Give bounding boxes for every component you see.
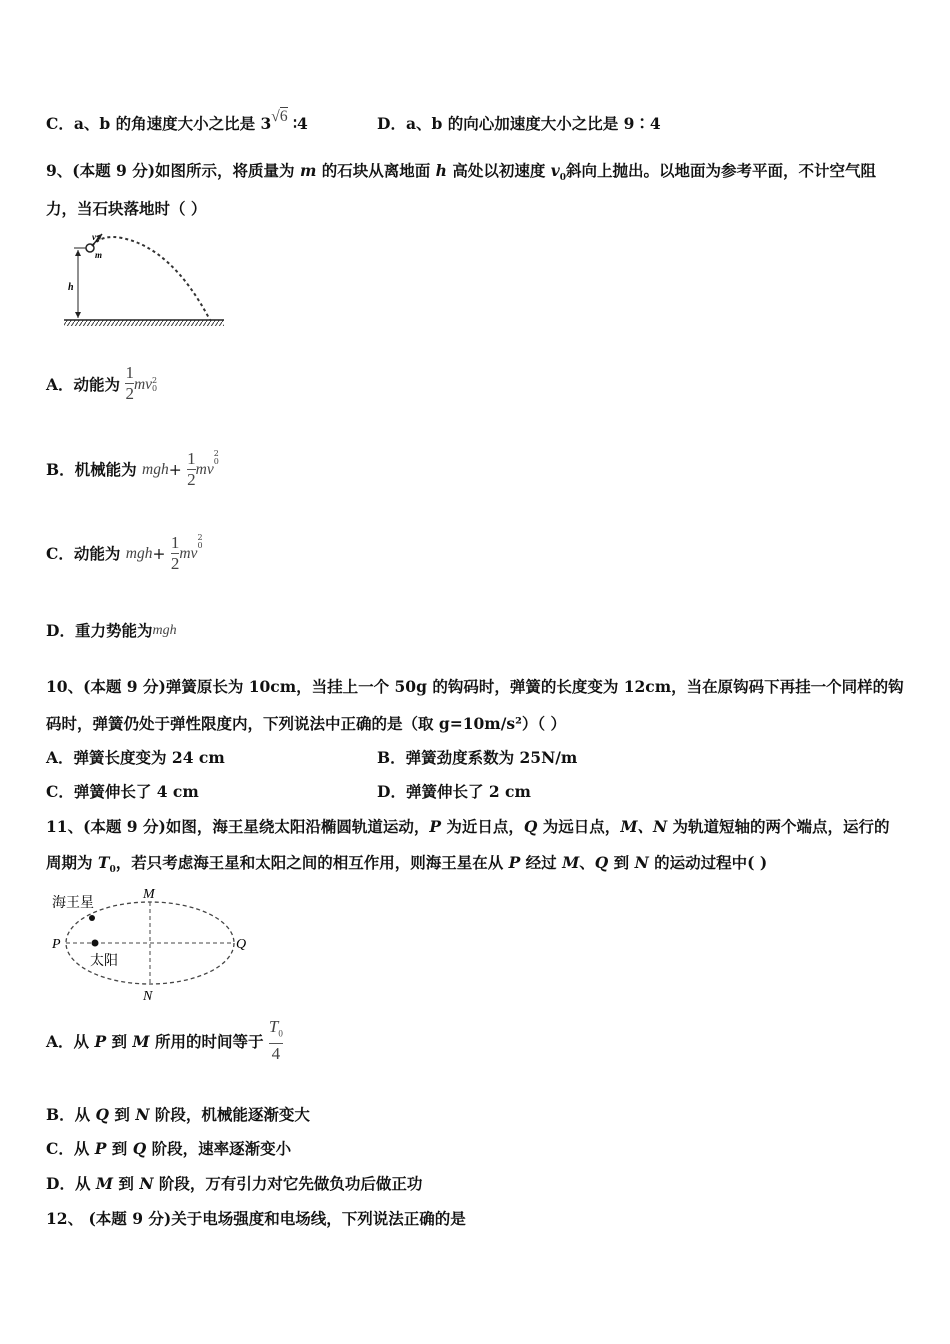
q11-stem-line2: 周期为 $T_0$，若只考虑海王星和太阳之间的相互作用，则海王星在从 P 经过 M、Q 到 N 的运动过程中( ) <box>46 853 768 876</box>
sun-dot <box>92 940 99 947</box>
sqrt-symbol: √ <box>271 108 280 125</box>
q10-option-c: C．弹簧伸长了 4 cm <box>46 782 199 801</box>
q10-option-a: A．弹簧长度变为 24 cm <box>46 748 225 767</box>
q11-option-d: D．从 M 到 N 阶段，万有引力对它先做负功后做正功 <box>46 1174 423 1193</box>
trajectory <box>92 237 210 320</box>
projectile-figure <box>62 232 230 332</box>
h-label: h <box>68 282 74 293</box>
m-point-label: M <box>143 887 155 902</box>
t0-over-4-fraction: $\frac{T_0}{4}$ <box>268 1017 283 1064</box>
q9-option-b: B．机械能为 mgh+ $\frac{1}{2}$ mv 2 0 <box>46 449 219 489</box>
q-point-label: Q <box>236 937 247 952</box>
q9-stem-line2: 力，当石块落地时（ ） <box>46 199 207 218</box>
orbit-figure <box>48 882 258 1004</box>
q10-option-b: B．弹簧劲度系数为 25N/m <box>377 748 578 767</box>
sun-label: 太阳 <box>90 954 118 969</box>
ground-hatch <box>64 320 224 326</box>
planet-dot <box>89 915 95 921</box>
n-point-label: N <box>143 989 153 1004</box>
v0-label: v₀ <box>92 232 100 242</box>
stone <box>86 244 94 252</box>
half-fraction: $\frac{1}{2}$ <box>125 363 134 403</box>
planet-label: 海王星 <box>52 896 94 911</box>
m-label: m <box>95 250 103 260</box>
q10-option-d: D．弹簧伸长了 2 cm <box>377 782 531 801</box>
q8-option-c: C．a、b 的角速度大小之比是 3√6 ∶4 <box>46 108 308 133</box>
q9-stem-line1: 9、(本题 9 分)如图所示，将质量为 m 的石块从离地面 h 高处以初速度 $v_0$斜向上抛出。以地面为参考平面，不计空气阻 <box>46 161 877 184</box>
q9-option-c: C．动能为 mgh+ $\frac{1}{2}$ mv 2 0 <box>46 533 203 573</box>
q11-option-c: C．从 P 到 Q 阶段，速率逐渐变小 <box>46 1139 292 1158</box>
q12-stem-line1: 12、 (本题 9 分)关于电场强度和电场线，下列说法正确的是 <box>46 1209 466 1228</box>
q11-stem-line1: 11、(本题 9 分)如图，海王星绕太阳沿椭圆轨道运动，P 为近日点，Q 为远日点，M、N 为轨道短轴的两个端点，运行的 <box>46 817 890 836</box>
q11-option-a: A．从 P 到 M 所用的时间等于 $\frac{T_0}{4}$ <box>46 1017 283 1064</box>
q8-option-d: D．a、b 的向心加速度大小之比是 9∶4 <box>377 114 661 133</box>
q10-stem-line2: 码时，弹簧仍处于弹性限度内，下列说法中正确的是（取 g=10m/s²）（ ） <box>46 714 567 733</box>
q10-stem-line1: 10、(本题 9 分)弹簧原长为 10cm，当挂上一个 50g 的钩码时，弹簧的长度变为 12cm，当在原钩码下再挂一个同样的钩 <box>46 677 904 696</box>
q11-option-b: B．从 Q 到 N 阶段，机械能逐渐变大 <box>46 1105 310 1124</box>
p-point-label: P <box>52 937 61 952</box>
q9-option-d: D．重力势能为mgh <box>46 621 177 640</box>
q9-option-a: A．动能为 $\frac{1}{2}$ mv 2 0 <box>46 363 158 403</box>
